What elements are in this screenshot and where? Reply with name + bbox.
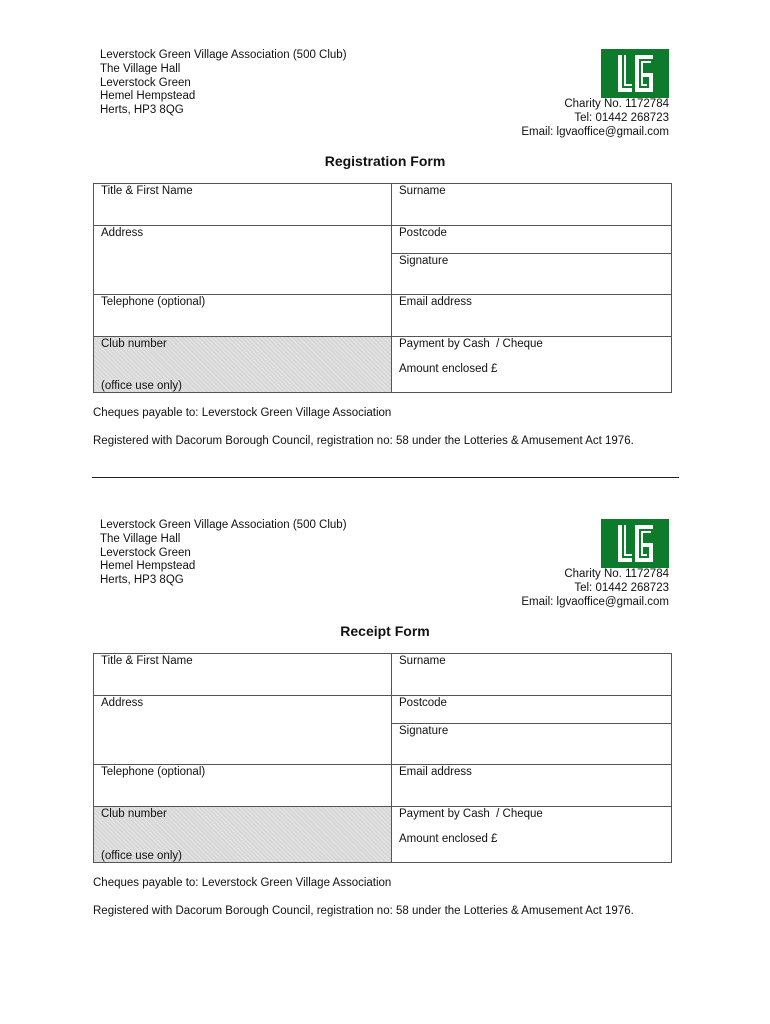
field-label: Email address <box>399 296 472 308</box>
contact-details <box>521 568 669 609</box>
address-line: Leverstock Green <box>100 76 191 89</box>
club-number-field <box>94 337 392 393</box>
telephone-field[interactable] <box>94 765 392 807</box>
field-label: Postcode <box>399 227 447 239</box>
field-label: Address <box>101 227 144 239</box>
payment-method-label: Payment by Cash / Cheque <box>399 808 543 820</box>
payment-field[interactable] <box>392 337 672 393</box>
telephone-field[interactable] <box>94 295 392 337</box>
charity-number: Charity No. 1172784 <box>564 568 669 580</box>
field-label: Club number <box>101 808 167 820</box>
receipt-form-table <box>93 653 672 863</box>
lgva-logo-icon <box>601 519 669 568</box>
title-first-name-field[interactable] <box>94 184 392 226</box>
address-line: Hemel Hempstead <box>100 560 196 573</box>
cheques-note: Cheques payable to: Leverstock Green Village Association <box>93 877 392 889</box>
email-address: Email: lgvaoffice@gmail.com <box>521 595 669 608</box>
amount-enclosed-label: Amount enclosed £ <box>399 363 498 375</box>
address-line: Hemel Hempstead <box>100 90 196 103</box>
field-label: Title & First Name <box>101 655 193 667</box>
registration-note: Registered with Dacorum Borough Council, registration no: 58 under the Lotteries & Amusement Act 1976. <box>93 435 634 447</box>
title-first-name-field[interactable] <box>94 654 392 696</box>
field-label: Email address <box>399 766 472 778</box>
field-label: Surname <box>399 655 446 667</box>
signature-field[interactable] <box>392 724 672 765</box>
registration-note: Registered with Dacorum Borough Council, registration no: 58 under the Lotteries & Amusement Act 1976. <box>93 905 634 917</box>
field-label: Telephone (optional) <box>101 296 206 308</box>
email-address: Email: lgvaoffice@gmail.com <box>521 125 669 138</box>
office-use-note: (office use only) <box>101 850 182 862</box>
organisation-address <box>100 519 347 588</box>
surname-field[interactable] <box>392 184 672 226</box>
telephone-number: Tel: 01442 268723 <box>574 111 669 124</box>
form-title: Receipt Form <box>340 623 430 639</box>
amount-enclosed-label: Amount enclosed £ <box>399 833 498 845</box>
field-label: Club number <box>101 338 167 350</box>
field-label: Postcode <box>399 697 447 709</box>
address-line: Leverstock Green Village Association (500 Club) <box>100 519 347 531</box>
postcode-field[interactable] <box>392 696 672 724</box>
charity-number: Charity No. 1172784 <box>564 98 669 110</box>
field-label: Address <box>101 697 144 709</box>
field-label: Title & First Name <box>101 185 193 197</box>
postcode-field[interactable] <box>392 226 672 254</box>
address-line: Herts, HP3 8QG <box>100 104 184 117</box>
registration-form-table <box>93 183 672 393</box>
address-field[interactable] <box>94 696 392 765</box>
cheques-note: Cheques payable to: Leverstock Green Village Association <box>93 407 392 419</box>
field-label: Surname <box>399 185 446 197</box>
field-label: Signature <box>399 725 449 737</box>
payment-field[interactable] <box>392 807 672 863</box>
email-field[interactable] <box>392 765 672 807</box>
surname-field[interactable] <box>392 654 672 696</box>
field-label: Telephone (optional) <box>101 766 206 778</box>
club-number-field <box>94 807 392 863</box>
email-field[interactable] <box>392 295 672 337</box>
address-field[interactable] <box>94 226 392 295</box>
telephone-number: Tel: 01442 268723 <box>574 581 669 594</box>
payment-method-label: Payment by Cash / Cheque <box>399 338 543 350</box>
address-line: The Village Hall <box>100 532 181 545</box>
field-label: Signature <box>399 255 449 267</box>
signature-field[interactable] <box>392 254 672 295</box>
form-title: Registration Form <box>324 153 446 169</box>
address-line: The Village Hall <box>100 62 181 75</box>
address-line: Leverstock Green Village Association (500 Club) <box>100 49 347 61</box>
office-use-note: (office use only) <box>101 380 182 392</box>
cut-line-divider <box>92 477 679 478</box>
lgva-logo-icon <box>601 49 669 98</box>
address-line: Herts, HP3 8QG <box>100 574 184 587</box>
address-line: Leverstock Green <box>100 546 191 559</box>
organisation-address <box>100 49 347 118</box>
contact-details <box>521 98 669 139</box>
